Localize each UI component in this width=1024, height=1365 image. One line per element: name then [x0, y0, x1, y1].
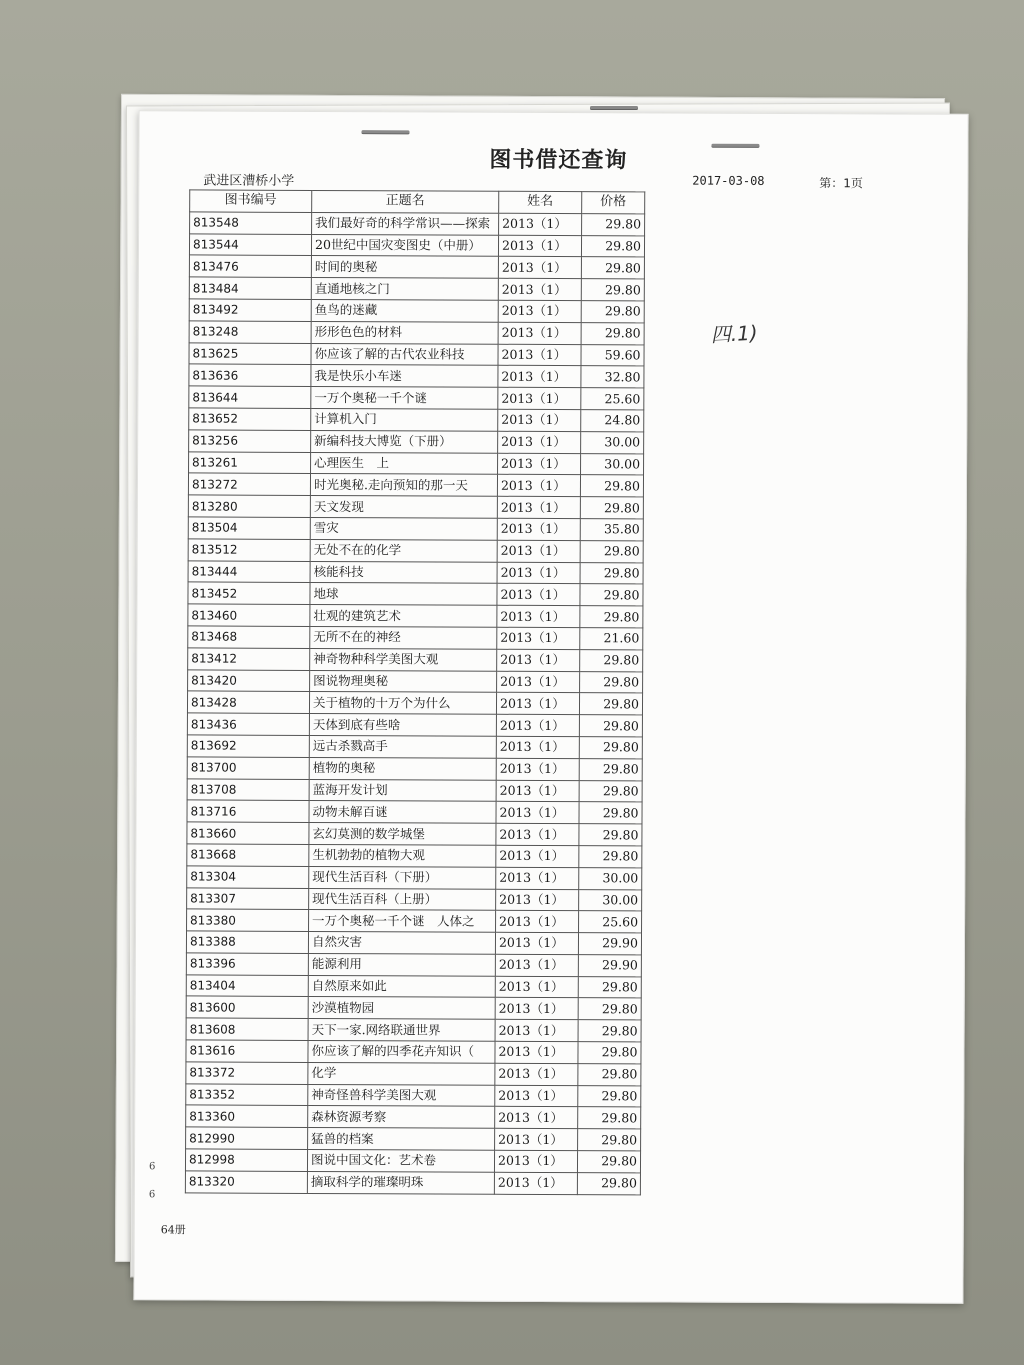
- cell-book-id: 813256: [189, 430, 311, 452]
- cell-book-id: 812990: [186, 1127, 308, 1149]
- cell-book-id: 813360: [186, 1105, 308, 1127]
- cell-book-id: 813304: [187, 866, 309, 888]
- cell-book-id: 813307: [187, 887, 309, 909]
- page-number: 第：1页: [819, 176, 863, 191]
- cell-price: 29.80: [578, 1085, 641, 1107]
- table-row: [185, 1171, 640, 1195]
- cell-borrower: 2013（1）: [497, 518, 580, 540]
- table-row: [188, 560, 643, 584]
- cell-price: 25.60: [579, 911, 642, 933]
- edge-mark: 6: [148, 1189, 156, 1201]
- cell-borrower: 2013（1）: [496, 911, 579, 933]
- cell-book-id: 813468: [188, 626, 310, 648]
- cell-book-title: 动物未解百谜: [309, 801, 496, 824]
- column-header-name: 姓名: [499, 191, 582, 213]
- cell-book-id: 813476: [189, 255, 311, 277]
- cell-borrower: 2013（1）: [496, 714, 579, 736]
- cell-book-title: 图说物理奥秘: [310, 670, 497, 693]
- cell-borrower: 2013（1）: [494, 1150, 577, 1172]
- cell-book-id: 813668: [187, 844, 309, 866]
- cell-borrower: 2013（1）: [496, 736, 579, 758]
- cell-book-title: 一万个奥秘一千个谜 人体之: [309, 910, 496, 933]
- cell-price: 24.80: [581, 410, 644, 432]
- cell-book-title: 关于植物的十万个为什么: [309, 692, 496, 715]
- cell-borrower: 2013（1）: [498, 453, 581, 475]
- cell-book-id: 813404: [186, 975, 308, 997]
- cell-borrower: 2013（1）: [497, 671, 580, 693]
- cell-borrower: 2013（1）: [496, 758, 579, 780]
- cell-price: 30.00: [581, 453, 644, 475]
- cell-borrower: 2013（1）: [497, 605, 580, 627]
- cell-borrower: 2013（1）: [498, 431, 581, 453]
- cell-book-id: 813608: [186, 1018, 308, 1040]
- table-row: [188, 604, 643, 628]
- cell-book-title: 自然灾害: [308, 932, 495, 955]
- cell-book-title: 无所不在的神经: [310, 626, 497, 649]
- table-row: [190, 212, 645, 236]
- cell-book-id: 813280: [188, 495, 310, 517]
- page-title: 图书借还查询: [489, 146, 628, 174]
- cell-book-id: 813248: [189, 321, 311, 343]
- cell-book-title: 玄幻莫测的数学城堡: [309, 823, 496, 846]
- cell-borrower: 2013（1）: [496, 823, 579, 845]
- cell-price: 32.80: [581, 366, 644, 388]
- table-row: [186, 1105, 641, 1129]
- cell-price: 29.80: [580, 562, 643, 584]
- table-row: [185, 1149, 640, 1173]
- cell-borrower: 2013（1）: [495, 932, 578, 954]
- table-row: [187, 757, 642, 781]
- table-row: [186, 1040, 641, 1064]
- cell-book-id: 813692: [187, 735, 309, 757]
- cell-price: 29.80: [581, 235, 644, 257]
- document-page: [133, 110, 968, 1304]
- cell-borrower: 2013（1）: [498, 322, 581, 344]
- cell-book-id: 813484: [189, 277, 311, 299]
- book-count: 64册: [160, 1223, 186, 1237]
- cell-price: 29.80: [580, 606, 643, 628]
- cell-price: 29.80: [581, 301, 644, 323]
- cell-price: 29.80: [579, 802, 642, 824]
- cell-borrower: 2013（1）: [496, 802, 579, 824]
- cell-book-title: 沙漠植物园: [308, 997, 495, 1020]
- cell-book-id: 813272: [188, 473, 310, 495]
- table-row: [187, 778, 642, 802]
- cell-price: 29.80: [580, 584, 643, 606]
- table-row: [186, 1084, 641, 1108]
- cell-price: 29.80: [579, 824, 642, 846]
- edge-mark: 6: [148, 1161, 156, 1173]
- cell-price: 29.80: [578, 1020, 641, 1042]
- cell-book-title: 摘取科学的璀璨明珠: [307, 1171, 494, 1194]
- cell-borrower: 2013（1）: [498, 409, 581, 431]
- cell-book-title: 计算机入门: [311, 408, 498, 431]
- cell-price: 29.90: [578, 933, 641, 955]
- cell-book-id: 813548: [190, 212, 312, 234]
- cell-book-title: 心理医生 上: [311, 452, 498, 475]
- cell-book-title: 蓝海开发计划: [309, 779, 496, 802]
- table-row: [188, 517, 643, 541]
- cell-price: 30.00: [579, 889, 642, 911]
- cell-book-title: 现代生活百科（下册）: [309, 866, 496, 889]
- staple: [711, 144, 759, 147]
- cell-book-title: 现代生活百科（上册）: [309, 888, 496, 911]
- cell-borrower: 2013（1）: [498, 278, 581, 300]
- column-header-title: 正题名: [312, 190, 499, 213]
- cell-book-id: 813261: [189, 451, 311, 473]
- cell-book-id: 813428: [187, 691, 309, 713]
- table-row: [189, 234, 644, 258]
- cell-book-id: 813352: [186, 1084, 308, 1106]
- cell-price: 29.80: [580, 540, 643, 562]
- table-row: [187, 691, 642, 715]
- cell-book-title: 一万个奥秘一千个谜: [311, 387, 498, 410]
- table-row: [187, 735, 642, 759]
- table-header-row: [190, 190, 645, 214]
- cell-book-title: 无处不在的化学: [310, 539, 497, 562]
- cell-book-id: 813652: [189, 408, 311, 430]
- cell-borrower: 2013（1）: [495, 1129, 578, 1151]
- cell-book-id: 813320: [185, 1171, 307, 1193]
- cell-price: 29.80: [580, 671, 643, 693]
- cell-book-title: 天文发现: [310, 496, 497, 519]
- cell-book-title: 20世纪中国灾变图史（中册）: [311, 234, 498, 257]
- cell-borrower: 2013（1）: [497, 540, 580, 562]
- cell-book-id: 813452: [188, 582, 310, 604]
- cell-book-id: 813716: [187, 800, 309, 822]
- handwritten-note: 四.1): [710, 320, 759, 347]
- cell-borrower: 2013（1）: [496, 867, 579, 889]
- cell-book-id: 813412: [188, 648, 310, 670]
- table-row: [187, 800, 642, 824]
- table-row: [189, 386, 644, 410]
- column-header-id: 图书编号: [190, 190, 312, 212]
- table-row: [187, 909, 642, 933]
- table-row: [188, 648, 643, 672]
- cell-book-title: 时间的奥秘: [311, 256, 498, 279]
- table-row: [189, 430, 644, 454]
- cell-book-id: 813420: [188, 669, 310, 691]
- cell-borrower: 2013（1）: [499, 213, 582, 235]
- cell-book-id: 813644: [189, 386, 311, 408]
- cell-borrower: 2013（1）: [497, 475, 580, 497]
- cell-price: 29.80: [580, 497, 643, 519]
- cell-borrower: 2013（1）: [496, 889, 579, 911]
- cell-borrower: 2013（1）: [495, 998, 578, 1020]
- cell-book-title: 森林资源考察: [308, 1106, 495, 1129]
- cell-borrower: 2013（1）: [496, 780, 579, 802]
- cell-book-title: 我们最好奇的科学常识——探索: [312, 212, 499, 235]
- cell-book-id: 813504: [188, 517, 310, 539]
- table-row: [189, 255, 644, 279]
- cell-book-title: 能源利用: [308, 953, 495, 976]
- cell-price: 30.00: [581, 431, 644, 453]
- cell-price: 29.80: [579, 715, 642, 737]
- cell-book-title: 化学: [308, 1062, 495, 1085]
- cell-price: 29.80: [578, 1063, 641, 1085]
- cell-book-title: 自然原来如此: [308, 975, 495, 998]
- cell-book-id: 813700: [187, 757, 309, 779]
- cell-price: 29.80: [579, 780, 642, 802]
- cell-book-title: 猛兽的档案: [308, 1128, 495, 1151]
- cell-book-title: 生机勃勃的植物大观: [309, 844, 496, 867]
- cell-borrower: 2013（1）: [496, 845, 579, 867]
- cell-price: 29.80: [578, 1129, 641, 1151]
- cell-price: 29.80: [577, 1172, 640, 1194]
- table-row: [188, 495, 643, 519]
- table-row: [189, 364, 644, 388]
- cell-book-title: 核能科技: [310, 561, 497, 584]
- cell-price: 30.00: [579, 867, 642, 889]
- print-date: 2017-03-08: [692, 173, 765, 188]
- cell-borrower: 2013（1）: [498, 387, 581, 409]
- table-row: [188, 539, 643, 563]
- cell-book-title: 神奇物种科学美图大观: [310, 648, 497, 671]
- cell-book-id: 813708: [187, 778, 309, 800]
- cell-book-title: 图说中国文化：艺术卷: [307, 1150, 494, 1173]
- table-row: [187, 822, 642, 846]
- cell-borrower: 2013（1）: [495, 1063, 578, 1085]
- cell-borrower: 2013（1）: [495, 1041, 578, 1063]
- table-row: [189, 342, 644, 366]
- cell-borrower: 2013（1）: [495, 976, 578, 998]
- cell-price: 29.80: [581, 279, 644, 301]
- cell-book-id: 813372: [186, 1062, 308, 1084]
- cell-price: 29.80: [578, 1107, 641, 1129]
- cell-book-id: 813625: [189, 342, 311, 364]
- school-name: 武进区漕桥小学: [203, 173, 295, 189]
- cell-book-title: 直通地核之门: [311, 278, 498, 301]
- cell-book-id: 813460: [188, 604, 310, 626]
- table-row: [189, 321, 644, 345]
- cell-book-title: 远古杀戮高手: [309, 735, 496, 758]
- cell-book-title: 天下一家.网络联通世界: [308, 1019, 495, 1042]
- cell-borrower: 2013（1）: [498, 235, 581, 257]
- cell-price: 29.80: [580, 649, 643, 671]
- cell-book-title: 新编科技大博览（下册）: [311, 430, 498, 453]
- cell-book-title: 你应该了解的四季花卉知识（: [308, 1041, 495, 1064]
- cell-book-title: 我是快乐小车迷: [311, 365, 498, 388]
- cell-price: 29.80: [578, 1042, 641, 1064]
- cell-borrower: 2013（1）: [497, 627, 580, 649]
- cell-price: 29.80: [578, 998, 641, 1020]
- cell-book-id: 813512: [188, 539, 310, 561]
- cell-book-id: 813396: [186, 953, 308, 975]
- cell-borrower: 2013（1）: [498, 257, 581, 279]
- cell-price: 29.80: [580, 475, 643, 497]
- table-row: [187, 713, 642, 737]
- cell-borrower: 2013（1）: [495, 1020, 578, 1042]
- table-row: [189, 277, 644, 301]
- cell-borrower: 2013（1）: [497, 496, 580, 518]
- cell-borrower: 2013（1）: [497, 649, 580, 671]
- cell-book-id: 813492: [189, 299, 311, 321]
- cell-price: 29.80: [578, 976, 641, 998]
- table-row: [186, 996, 641, 1020]
- cell-borrower: 2013（1）: [495, 1085, 578, 1107]
- table-row: [186, 975, 641, 999]
- cell-book-id: 813380: [187, 909, 309, 931]
- table-row: [188, 626, 643, 650]
- cell-borrower: 2013（1）: [495, 1107, 578, 1129]
- cell-book-title: 时光奥秘.走向预知的那一天: [310, 474, 497, 497]
- table-row: [186, 1127, 641, 1151]
- table-row: [186, 1018, 641, 1042]
- cell-book-title: 天体到底有些啥: [309, 714, 496, 737]
- cell-borrower: 2013（1）: [498, 344, 581, 366]
- cell-book-title: 鱼鸟的迷藏: [311, 299, 498, 322]
- cell-book-title: 神奇怪兽科学美图大观: [308, 1084, 495, 1107]
- cell-book-id: 813444: [188, 560, 310, 582]
- cell-price: 21.60: [580, 628, 643, 650]
- cell-book-id: 812998: [185, 1149, 307, 1171]
- column-header-price: 价格: [582, 192, 645, 214]
- table-row: [187, 866, 642, 890]
- cell-price: 29.80: [579, 758, 642, 780]
- cell-price: 29.80: [581, 322, 644, 344]
- table-row: [188, 582, 643, 606]
- cell-book-id: 813600: [186, 996, 308, 1018]
- cell-book-title: 你应该了解的古代农业科技: [311, 343, 498, 366]
- cell-price: 29.80: [581, 257, 644, 279]
- cell-book-id: 813388: [186, 931, 308, 953]
- cell-book-id: 813636: [189, 364, 311, 386]
- table-row: [186, 1062, 641, 1086]
- table-row: [186, 931, 641, 955]
- cell-price: 25.60: [581, 388, 644, 410]
- cell-price: 29.80: [579, 846, 642, 868]
- cell-borrower: 2013（1）: [497, 584, 580, 606]
- cell-borrower: 2013（1）: [497, 562, 580, 584]
- cell-price: 29.90: [578, 955, 641, 977]
- cell-price: 35.80: [580, 519, 643, 541]
- table-row: [189, 451, 644, 475]
- cell-price: 29.80: [579, 693, 642, 715]
- cell-book-id: 813436: [187, 713, 309, 735]
- cell-book-title: 雪灾: [310, 517, 497, 540]
- cell-borrower: 2013（1）: [495, 954, 578, 976]
- cell-book-title: 壮观的建筑艺术: [310, 605, 497, 628]
- book-table: [185, 189, 645, 1195]
- cell-book-id: 813616: [186, 1040, 308, 1062]
- cell-book-id: 813660: [187, 822, 309, 844]
- table-row: [188, 669, 643, 693]
- table-row: [187, 844, 642, 868]
- staple: [590, 106, 638, 109]
- cell-borrower: 2013（1）: [496, 693, 579, 715]
- cell-book-title: 地球: [310, 583, 497, 606]
- cell-book-id: 813544: [189, 234, 311, 256]
- cell-book-title: 形形色色的材料: [311, 321, 498, 344]
- table-row: [187, 887, 642, 911]
- table-row: [189, 299, 644, 323]
- cell-price: 59.60: [581, 344, 644, 366]
- cell-borrower: 2013（1）: [494, 1172, 577, 1194]
- table-row: [188, 473, 643, 497]
- cell-borrower: 2013（1）: [498, 300, 581, 322]
- staple: [362, 130, 410, 133]
- cell-price: 29.80: [577, 1151, 640, 1173]
- table-body: [185, 212, 644, 1195]
- table-row: [186, 953, 641, 977]
- cell-price: 29.80: [579, 737, 642, 759]
- cell-book-title: 植物的奥秘: [309, 757, 496, 780]
- cell-price: 29.80: [582, 213, 645, 235]
- table-row: [189, 408, 644, 432]
- cell-borrower: 2013（1）: [498, 366, 581, 388]
